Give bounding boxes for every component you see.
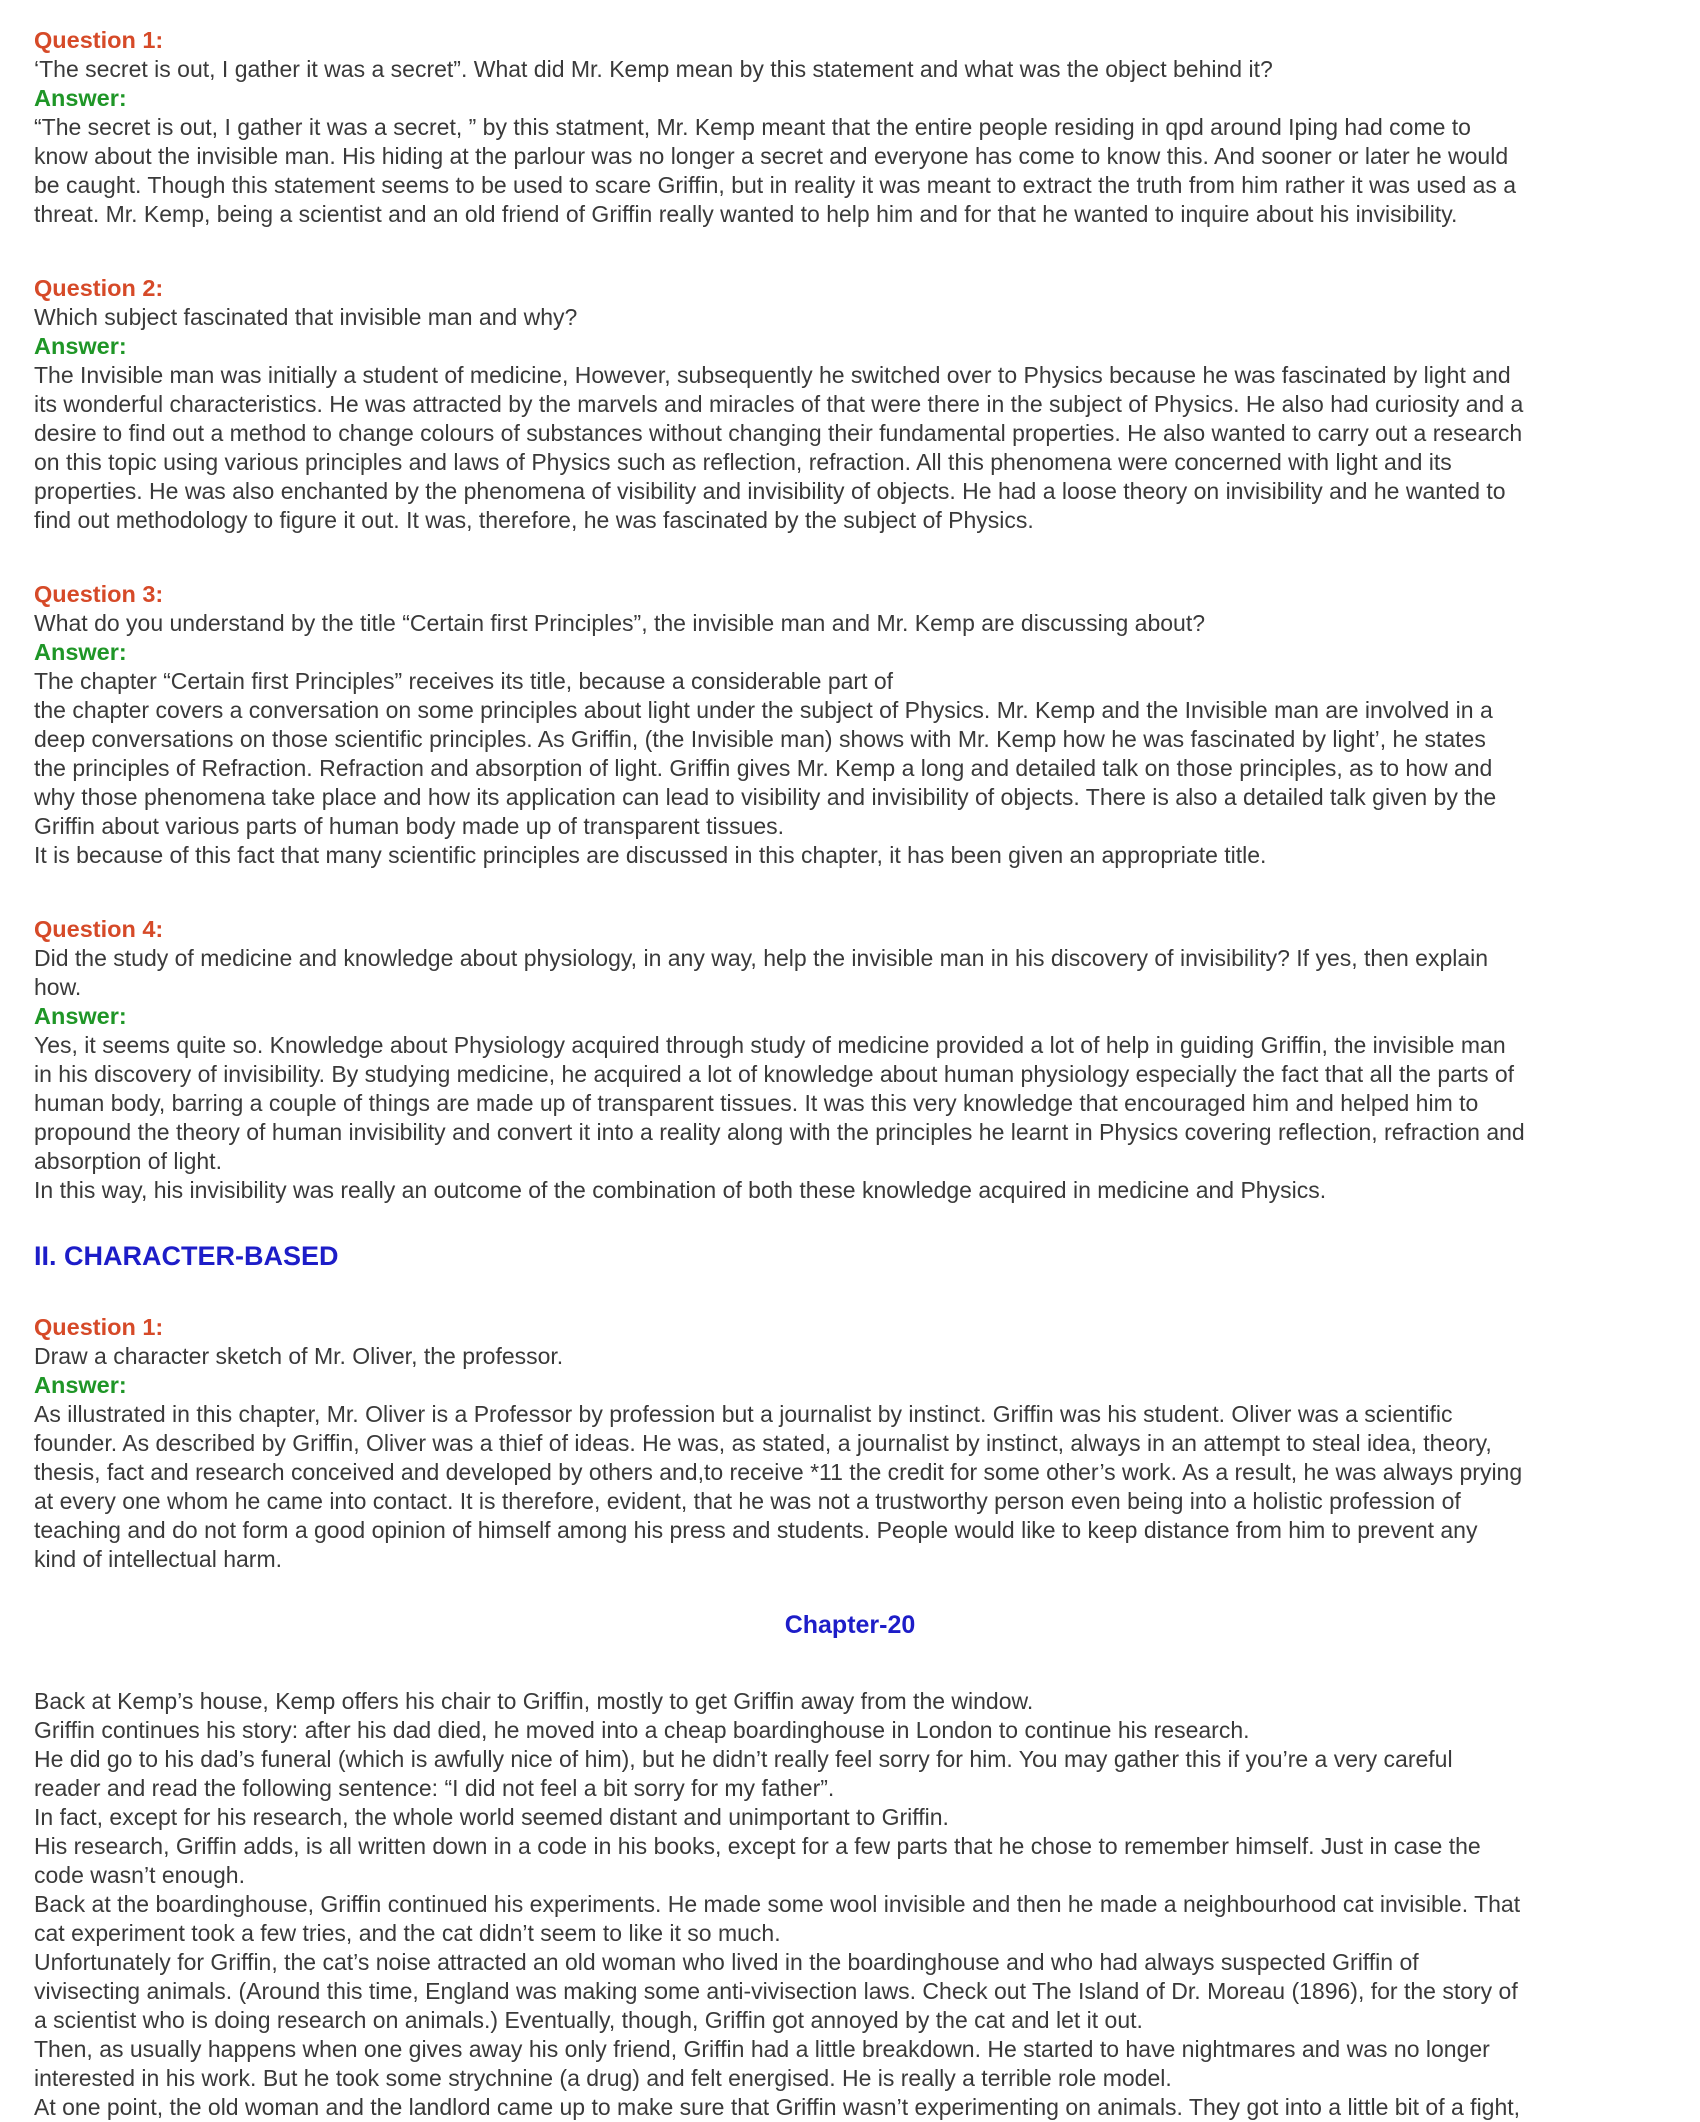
answer-label: Answer:	[34, 333, 127, 359]
story-line: Griffin continues his story: after his dad died, he moved into a cheap boardinghouse in London to continue his research.	[34, 1717, 1250, 1743]
answer-line: find out methodology to figure it out. It was, therefore, he was fascinated by the subject of Physics.	[34, 507, 1034, 533]
story-line: Unfortunately for Griffin, the cat’s noise attracted an old woman who lived in the boardinghouse and who had always suspected Griffin of	[34, 1949, 1419, 1975]
answer-line: at every one whom he came into contact. It is therefore, evident, that he was not a trustworthy person even being into a holistic profession of	[34, 1488, 1461, 1514]
story-line: code wasn’t enough.	[34, 1862, 245, 1888]
answer-label: Answer:	[34, 1372, 127, 1398]
answer-line: know about the invisible man. His hiding at the parlour was no longer a secret and everyone has come to know this. And sooner or later he would	[34, 143, 1509, 169]
answer-line: threat. Mr. Kemp, being a scientist and an old friend of Griffin really wanted to help him and for that he wanted to inquire about his invisibility.	[34, 201, 1458, 227]
answer-line: Griffin about various parts of human body made up of transparent tissues.	[34, 813, 785, 839]
answer-line: As illustrated in this chapter, Mr. Oliver is a Professor by profession but a journalist by instinct. Griffin was his student. Oliver was a scientific	[34, 1401, 1453, 1427]
question-line: What do you understand by the title “Certain first Principles”, the invisible man and Mr. Kemp are discussing about?	[34, 610, 1206, 636]
question-line: how.	[34, 974, 82, 1000]
question-label: Question 3:	[34, 581, 164, 607]
answer-line: The Invisible man was initially a student of medicine, However, subsequently he switched over to Physics because he was fascinated by light and	[34, 362, 1511, 388]
answer-line: In this way, his invisibility was really an outcome of the combination of both these knowledge acquired in medicine and Physics.	[34, 1177, 1327, 1203]
answer-line: why those phenomena take place and how its application can lead to visibility and invisibility of objects. There is also a detailed talk given by the	[34, 784, 1497, 810]
question-label: Question 4:	[34, 916, 164, 942]
question-line: ‘The secret is out, I gather it was a secret”. What did Mr. Kemp mean by this statement and what was the object behind it?	[34, 56, 1273, 82]
story-line: interested in his work. But he took some strychnine (a drug) and felt energised. He is really a terrible role model.	[34, 2065, 1172, 2091]
story-line: His research, Griffin adds, is all written down in a code in his books, except for a few parts that he chose to remember himself. Just in case the	[34, 1833, 1481, 1859]
answer-line: teaching and do not form a good opinion of himself among his press and students. People would like to keep distance from him to prevent any	[34, 1517, 1478, 1543]
chapter-summary-block	[34, 1687, 1666, 2122]
answer-line: desire to find out a method to change colours of substances without changing their fundamental properties. He also wanted to carry out a research	[34, 420, 1523, 446]
answer-line: human body, barring a couple of things are made up of transparent tissues. It was this very knowledge that encouraged him and helped him to	[34, 1090, 1479, 1116]
qa-block	[34, 580, 1666, 870]
answer-line: founder. As described by Griffin, Oliver was a thief of ideas. He was, as stated, a journalist by instinct, always in an attempt to steal idea, theory,	[34, 1430, 1492, 1456]
answer-line: in his discovery of invisibility. By studying medicine, he acquired a lot of knowledge about human physiology especially the fact that all the parts of	[34, 1061, 1515, 1087]
story-line: Back at the boardinghouse, Griffin continued his experiments. He made some wool invisible and then he made a neighbourhood cat invisible. That	[34, 1891, 1521, 1917]
answer-line: “The secret is out, I gather it was a secret, ” by this statment, Mr. Kemp meant that the entire people residing in qpd around Iping had come to	[34, 114, 1471, 140]
answer-line: the chapter covers a conversation on some principles about light under the subject of Physics. Mr. Kemp and the Invisible man are involved in a	[34, 697, 1493, 723]
answer-line: properties. He was also enchanted by the phenomena of visibility and invisibility of objects. He had a loose theory on invisibility and he wanted to	[34, 478, 1506, 504]
answer-line: on this topic using various principles and laws of Physics such as reflection, refraction. All this phenomena were concerned with light and its	[34, 449, 1452, 475]
answer-line: It is because of this fact that many scientific principles are discussed in this chapter, it has been given an appropriate title.	[34, 842, 1267, 868]
story-line: At one point, the old woman and the landlord came up to make sure that Griffin wasn’t experimenting on animals. They got into a little bit of a fight,	[34, 2094, 1521, 2120]
story-line: vivisecting animals. (Around this time, England was making some anti-vivisection laws. Check out The Island of Dr. Moreau (1896), for the story of	[34, 1978, 1518, 2004]
answer-line: be caught. Though this statement seems to be used to scare Griffin, but in reality it was meant to extract the truth from him rather it was used as a	[34, 172, 1517, 198]
answer-line: The chapter “Certain first Principles” receives its title, because a considerable part of	[34, 668, 894, 694]
answer-line: the principles of Refraction. Refraction and absorption of light. Griffin gives Mr. Kemp a long and detailed talk on those principles, as to how and	[34, 755, 1493, 781]
story-line: He did go to his dad’s funeral (which is awfully nice of him), but he didn’t really feel sorry for him. You may gather this if you’re a very careful	[34, 1746, 1453, 1772]
answer-label: Answer:	[34, 1003, 127, 1029]
answer-line: Yes, it seems quite so. Knowledge about Physiology acquired through study of medicine provided a lot of help in guiding Griffin, the invisible man	[34, 1032, 1506, 1058]
qa-block	[34, 274, 1666, 535]
chapter-heading: Chapter-20	[784, 1611, 916, 1639]
story-line: Back at Kemp’s house, Kemp offers his chair to Griffin, mostly to get Griffin away from the window.	[34, 1688, 1034, 1714]
question-label: Question 1:	[34, 1314, 164, 1340]
story-line: In fact, except for his research, the whole world seemed distant and unimportant to Griffin.	[34, 1804, 949, 1830]
question-line: Which subject fascinated that invisible man and why?	[34, 304, 578, 330]
answer-line: propound the theory of human invisibility and convert it into a reality along with the principles he learnt in Physics covering reflection, refraction and	[34, 1119, 1525, 1145]
answer-label: Answer:	[34, 639, 127, 665]
qa-block	[34, 26, 1666, 229]
story-line: a scientist who is doing research on animals.) Eventually, though, Griffin got annoyed by the cat and let it out.	[34, 2007, 1143, 2033]
story-line: Then, as usually happens when one gives away his only friend, Griffin had a little breakdown. He started to have nightmares and was no longer	[34, 2036, 1490, 2062]
answer-line: its wonderful characteristics. He was attracted by the marvels and miracles of that were there in the subject of Physics. He also had curiosity and a	[34, 391, 1524, 417]
question-line: Did the study of medicine and knowledge about physiology, in any way, help the invisible man in his discovery of invisibility? If yes, then explain	[34, 945, 1489, 971]
story-line: cat experiment took a few tries, and the cat didn’t seem to like it so much.	[34, 1920, 781, 1946]
section-heading: II. CHARACTER-BASED	[34, 1241, 339, 1271]
question-line: Draw a character sketch of Mr. Oliver, the professor.	[34, 1343, 564, 1369]
question-label: Question 1:	[34, 27, 164, 53]
qa-block	[34, 1313, 1666, 1574]
answer-line: deep conversations on those scientific principles. As Griffin, (the Invisible man) shows with Mr. Kemp how he was fascinated by light’, he states	[34, 726, 1486, 752]
question-label: Question 2:	[34, 275, 164, 301]
story-line: reader and read the following sentence: “I did not feel a bit sorry for my father”.	[34, 1775, 835, 1801]
qa-block	[34, 915, 1666, 1205]
answer-line: absorption of light.	[34, 1148, 222, 1174]
answer-label: Answer:	[34, 85, 127, 111]
answer-line: kind of intellectual harm.	[34, 1546, 283, 1572]
answer-line: thesis, fact and research conceived and developed by others and,to receive *11 the credit for some other’s work. As a result, he was always prying	[34, 1459, 1523, 1485]
